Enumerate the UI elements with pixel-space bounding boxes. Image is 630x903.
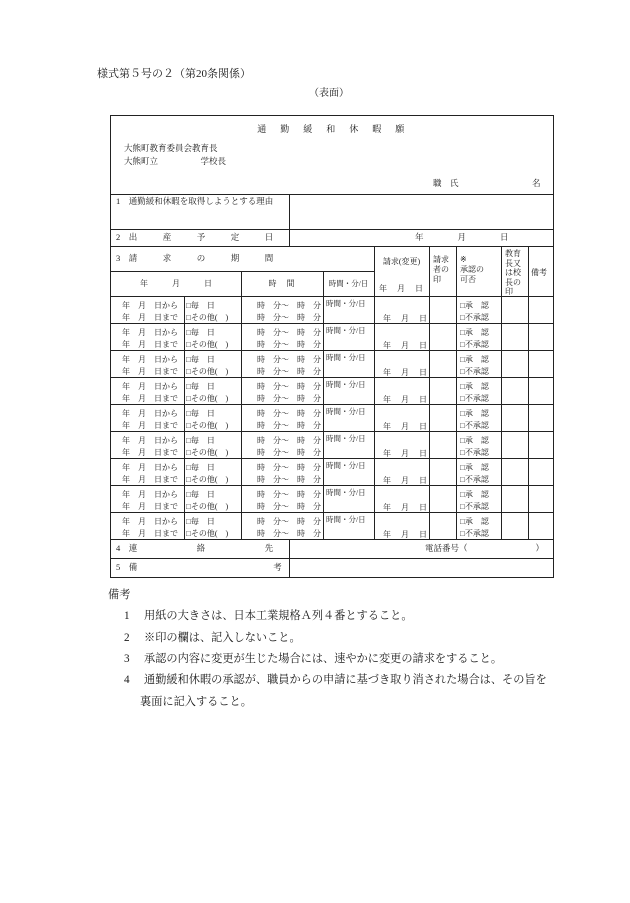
time-range: 時 分～ 時 分 — [257, 502, 321, 511]
period-to: 年 月 日まで — [122, 529, 178, 538]
time-range: 時 分～ 時 分 — [257, 301, 321, 310]
time-range: 時 分～ 時 分 — [257, 340, 321, 349]
hours-per-day: 時間・分/日 — [326, 515, 366, 524]
col-date-header: 年 月 日 — [140, 279, 212, 288]
time-range: 時 分～ 時 分 — [257, 367, 321, 376]
notes-heading: 備考 — [108, 589, 131, 601]
approve-checkbox: □承 認 — [460, 517, 489, 526]
period-from: 年 月 日から — [122, 355, 178, 364]
period-row — [111, 378, 553, 405]
other-checkbox: □その他( ) — [186, 475, 229, 484]
reject-checkbox: □不承認 — [460, 394, 489, 403]
period-to: 年 月 日まで — [122, 502, 178, 511]
due-date-label: 2 出 産 予 定 日 — [116, 232, 274, 242]
remarks-row-label: 5 備 考 — [116, 562, 282, 572]
note-text: 通勤緩和休暇の承認が、職員からの申請に基づき取り消された場合は、その旨を — [144, 674, 547, 686]
header-line: 者の — [433, 265, 449, 274]
note-number: 2 — [124, 632, 130, 644]
period-row — [111, 513, 553, 540]
period-row — [111, 405, 553, 432]
time-range: 時 分～ 時 分 — [257, 463, 321, 472]
approve-checkbox: □承 認 — [460, 436, 489, 445]
reject-checkbox: □不承認 — [460, 448, 489, 457]
table-rule — [289, 194, 290, 246]
time-range: 時 分～ 時 分 — [257, 517, 321, 526]
daily-checkbox: □毎 日 — [186, 517, 215, 526]
header-line: 可否 — [460, 275, 476, 284]
time-range: 時 分～ 時 分 — [257, 448, 321, 457]
time-range: 時 分～ 時 分 — [257, 328, 321, 337]
note-text: ※印の欄は、記入しないこと。 — [144, 632, 301, 644]
note-number: 3 — [124, 653, 130, 665]
hours-per-day: 時間・分/日 — [326, 488, 366, 497]
hours-per-day: 時間・分/日 — [326, 326, 366, 335]
time-range: 時 分～ 時 分 — [257, 394, 321, 403]
header-line: は校 — [505, 268, 521, 277]
request-date: 年 月 日 — [383, 476, 428, 485]
time-range: 時 分～ 時 分 — [257, 436, 321, 445]
time-range: 時 分～ 時 分 — [257, 529, 321, 538]
reason-label: 1 通勤緩和休暇を取得しようとする理由 — [116, 196, 274, 206]
period-to: 年 月 日まで — [122, 313, 178, 322]
form-number: 様式第５号の２（第20条関係） — [97, 68, 251, 80]
period-to: 年 月 日まで — [122, 394, 178, 403]
period-to: 年 月 日まで — [122, 367, 178, 376]
note-number: 4 — [124, 674, 130, 686]
daily-checkbox: □毎 日 — [186, 463, 215, 472]
hours-per-day: 時間・分/日 — [326, 461, 366, 470]
hours-per-day: 時間・分/日 — [326, 434, 366, 443]
time-range: 時 分～ 時 分 — [257, 355, 321, 364]
period-from: 年 月 日から — [122, 436, 178, 445]
period-from: 年 月 日から — [122, 409, 178, 418]
header-line: 教育 — [505, 249, 521, 258]
request-date: 年 月 日 — [383, 503, 428, 512]
header-line: 請求 — [433, 255, 449, 264]
request-date: 年 月 日 — [383, 368, 428, 377]
addressee-board: 大熊町教育委員会教育長 — [124, 143, 218, 153]
period-from: 年 月 日から — [122, 517, 178, 526]
hours-per-day: 時間・分/日 — [326, 353, 366, 362]
note-text: 承認の内容に変更が生じた場合には、速やかに変更の請求をすること。 — [144, 653, 503, 665]
hours-per-day: 時間・分/日 — [326, 299, 366, 308]
period-row — [111, 324, 553, 351]
col-time-header: 時 間 — [268, 279, 296, 288]
request-date: 年 月 日 — [383, 449, 428, 458]
application-form — [110, 115, 554, 578]
col-request-header: 請求(変更) — [382, 257, 421, 266]
name-end-label: 名 — [532, 178, 541, 188]
other-checkbox: □その他( ) — [186, 394, 229, 403]
other-checkbox: □その他( ) — [186, 502, 229, 511]
contact-label: 4 連 絡 先 — [116, 543, 274, 553]
time-range: 時 分～ 時 分 — [257, 409, 321, 418]
daily-checkbox: □毎 日 — [186, 490, 215, 499]
reject-checkbox: □不承認 — [460, 313, 489, 322]
daily-checkbox: □毎 日 — [186, 301, 215, 310]
hours-per-day: 時間・分/日 — [326, 380, 366, 389]
period-to: 年 月 日まで — [122, 340, 178, 349]
period-label: 3 請 求 の 期 間 — [116, 253, 274, 263]
col-applicant-seal-header — [433, 255, 449, 285]
note-number: 1 — [124, 610, 130, 622]
daily-checkbox: □毎 日 — [186, 355, 215, 364]
request-date: 年 月 日 — [383, 314, 428, 323]
approve-checkbox: □承 認 — [460, 382, 489, 391]
hours-per-day: 時間・分/日 — [326, 407, 366, 416]
request-date: 年 月 日 — [383, 395, 428, 404]
approve-checkbox: □承 認 — [460, 463, 489, 472]
table-rule — [289, 539, 290, 577]
daily-checkbox: □毎 日 — [186, 409, 215, 418]
period-row — [111, 459, 553, 486]
period-from: 年 月 日から — [122, 490, 178, 499]
reject-checkbox: □不承認 — [460, 367, 489, 376]
other-checkbox: □その他( ) — [186, 313, 229, 322]
col-hours-header: 時間・分/日 — [328, 279, 369, 288]
period-from: 年 月 日から — [122, 328, 178, 337]
header-line: ※ — [460, 255, 467, 264]
note-text: 用紙の大きさは、日本工業規格Ａ列４番とすること。 — [144, 610, 413, 622]
position-name-label: 職 氏 — [433, 178, 459, 188]
col-principal-seal-header — [505, 249, 521, 297]
reject-checkbox: □不承認 — [460, 529, 489, 538]
reject-checkbox: □不承認 — [460, 421, 489, 430]
addressee-school: 大熊町立 学校長 — [124, 156, 227, 166]
request-date: 年 月 日 — [383, 341, 428, 350]
time-range: 時 分～ 時 分 — [257, 490, 321, 499]
header-line: 長又 — [505, 258, 521, 268]
approve-checkbox: □承 認 — [460, 301, 489, 310]
table-rule — [111, 558, 553, 559]
period-from: 年 月 日から — [122, 382, 178, 391]
col-approval-header — [460, 255, 484, 285]
reject-checkbox: □不承認 — [460, 475, 489, 484]
col-remarks-header: 備考 — [531, 268, 547, 277]
period-row — [111, 351, 553, 378]
table-rule — [111, 246, 553, 247]
form-title: 通 勤 緩 和 休 暇 願 — [257, 124, 407, 134]
period-from: 年 月 日から — [122, 301, 178, 310]
table-rule — [111, 194, 553, 195]
due-date-value: 年 月 日 — [415, 232, 509, 242]
table-rule — [111, 229, 553, 230]
period-row — [111, 297, 553, 324]
other-checkbox: □その他( ) — [186, 421, 229, 430]
other-checkbox: □その他( ) — [186, 529, 229, 538]
period-from: 年 月 日から — [122, 463, 178, 472]
period-to: 年 月 日まで — [122, 475, 178, 484]
other-checkbox: □その他( ) — [186, 367, 229, 376]
note-text-continued: 裏面に記入すること。 — [140, 696, 252, 708]
time-range: 時 分～ 時 分 — [257, 313, 321, 322]
other-checkbox: □その他( ) — [186, 448, 229, 457]
side-label: （表面） — [309, 88, 349, 99]
approve-checkbox: □承 認 — [460, 355, 489, 364]
approve-checkbox: □承 認 — [460, 409, 489, 418]
header-line: 承認の — [460, 265, 484, 274]
time-range: 時 分～ 時 分 — [257, 382, 321, 391]
daily-checkbox: □毎 日 — [186, 382, 215, 391]
col-request-date-header: 年 月 日 — [379, 284, 424, 293]
period-to: 年 月 日まで — [122, 421, 178, 430]
header-line: 長の — [505, 277, 521, 287]
phone-label: 電話番号（ ） — [425, 543, 545, 553]
period-to: 年 月 日まで — [122, 448, 178, 457]
reject-checkbox: □不承認 — [460, 340, 489, 349]
approve-checkbox: □承 認 — [460, 328, 489, 337]
header-line: 印 — [433, 275, 441, 284]
daily-checkbox: □毎 日 — [186, 328, 215, 337]
other-checkbox: □その他( ) — [186, 340, 229, 349]
request-date: 年 月 日 — [383, 530, 428, 539]
daily-checkbox: □毎 日 — [186, 436, 215, 445]
request-date: 年 月 日 — [383, 422, 428, 431]
header-line: 印 — [505, 287, 513, 296]
reject-checkbox: □不承認 — [460, 502, 489, 511]
approve-checkbox: □承 認 — [460, 490, 489, 499]
period-row — [111, 486, 553, 513]
period-row — [111, 432, 553, 459]
table-rule — [111, 271, 374, 272]
time-range: 時 分～ 時 分 — [257, 475, 321, 484]
time-range: 時 分～ 時 分 — [257, 421, 321, 430]
